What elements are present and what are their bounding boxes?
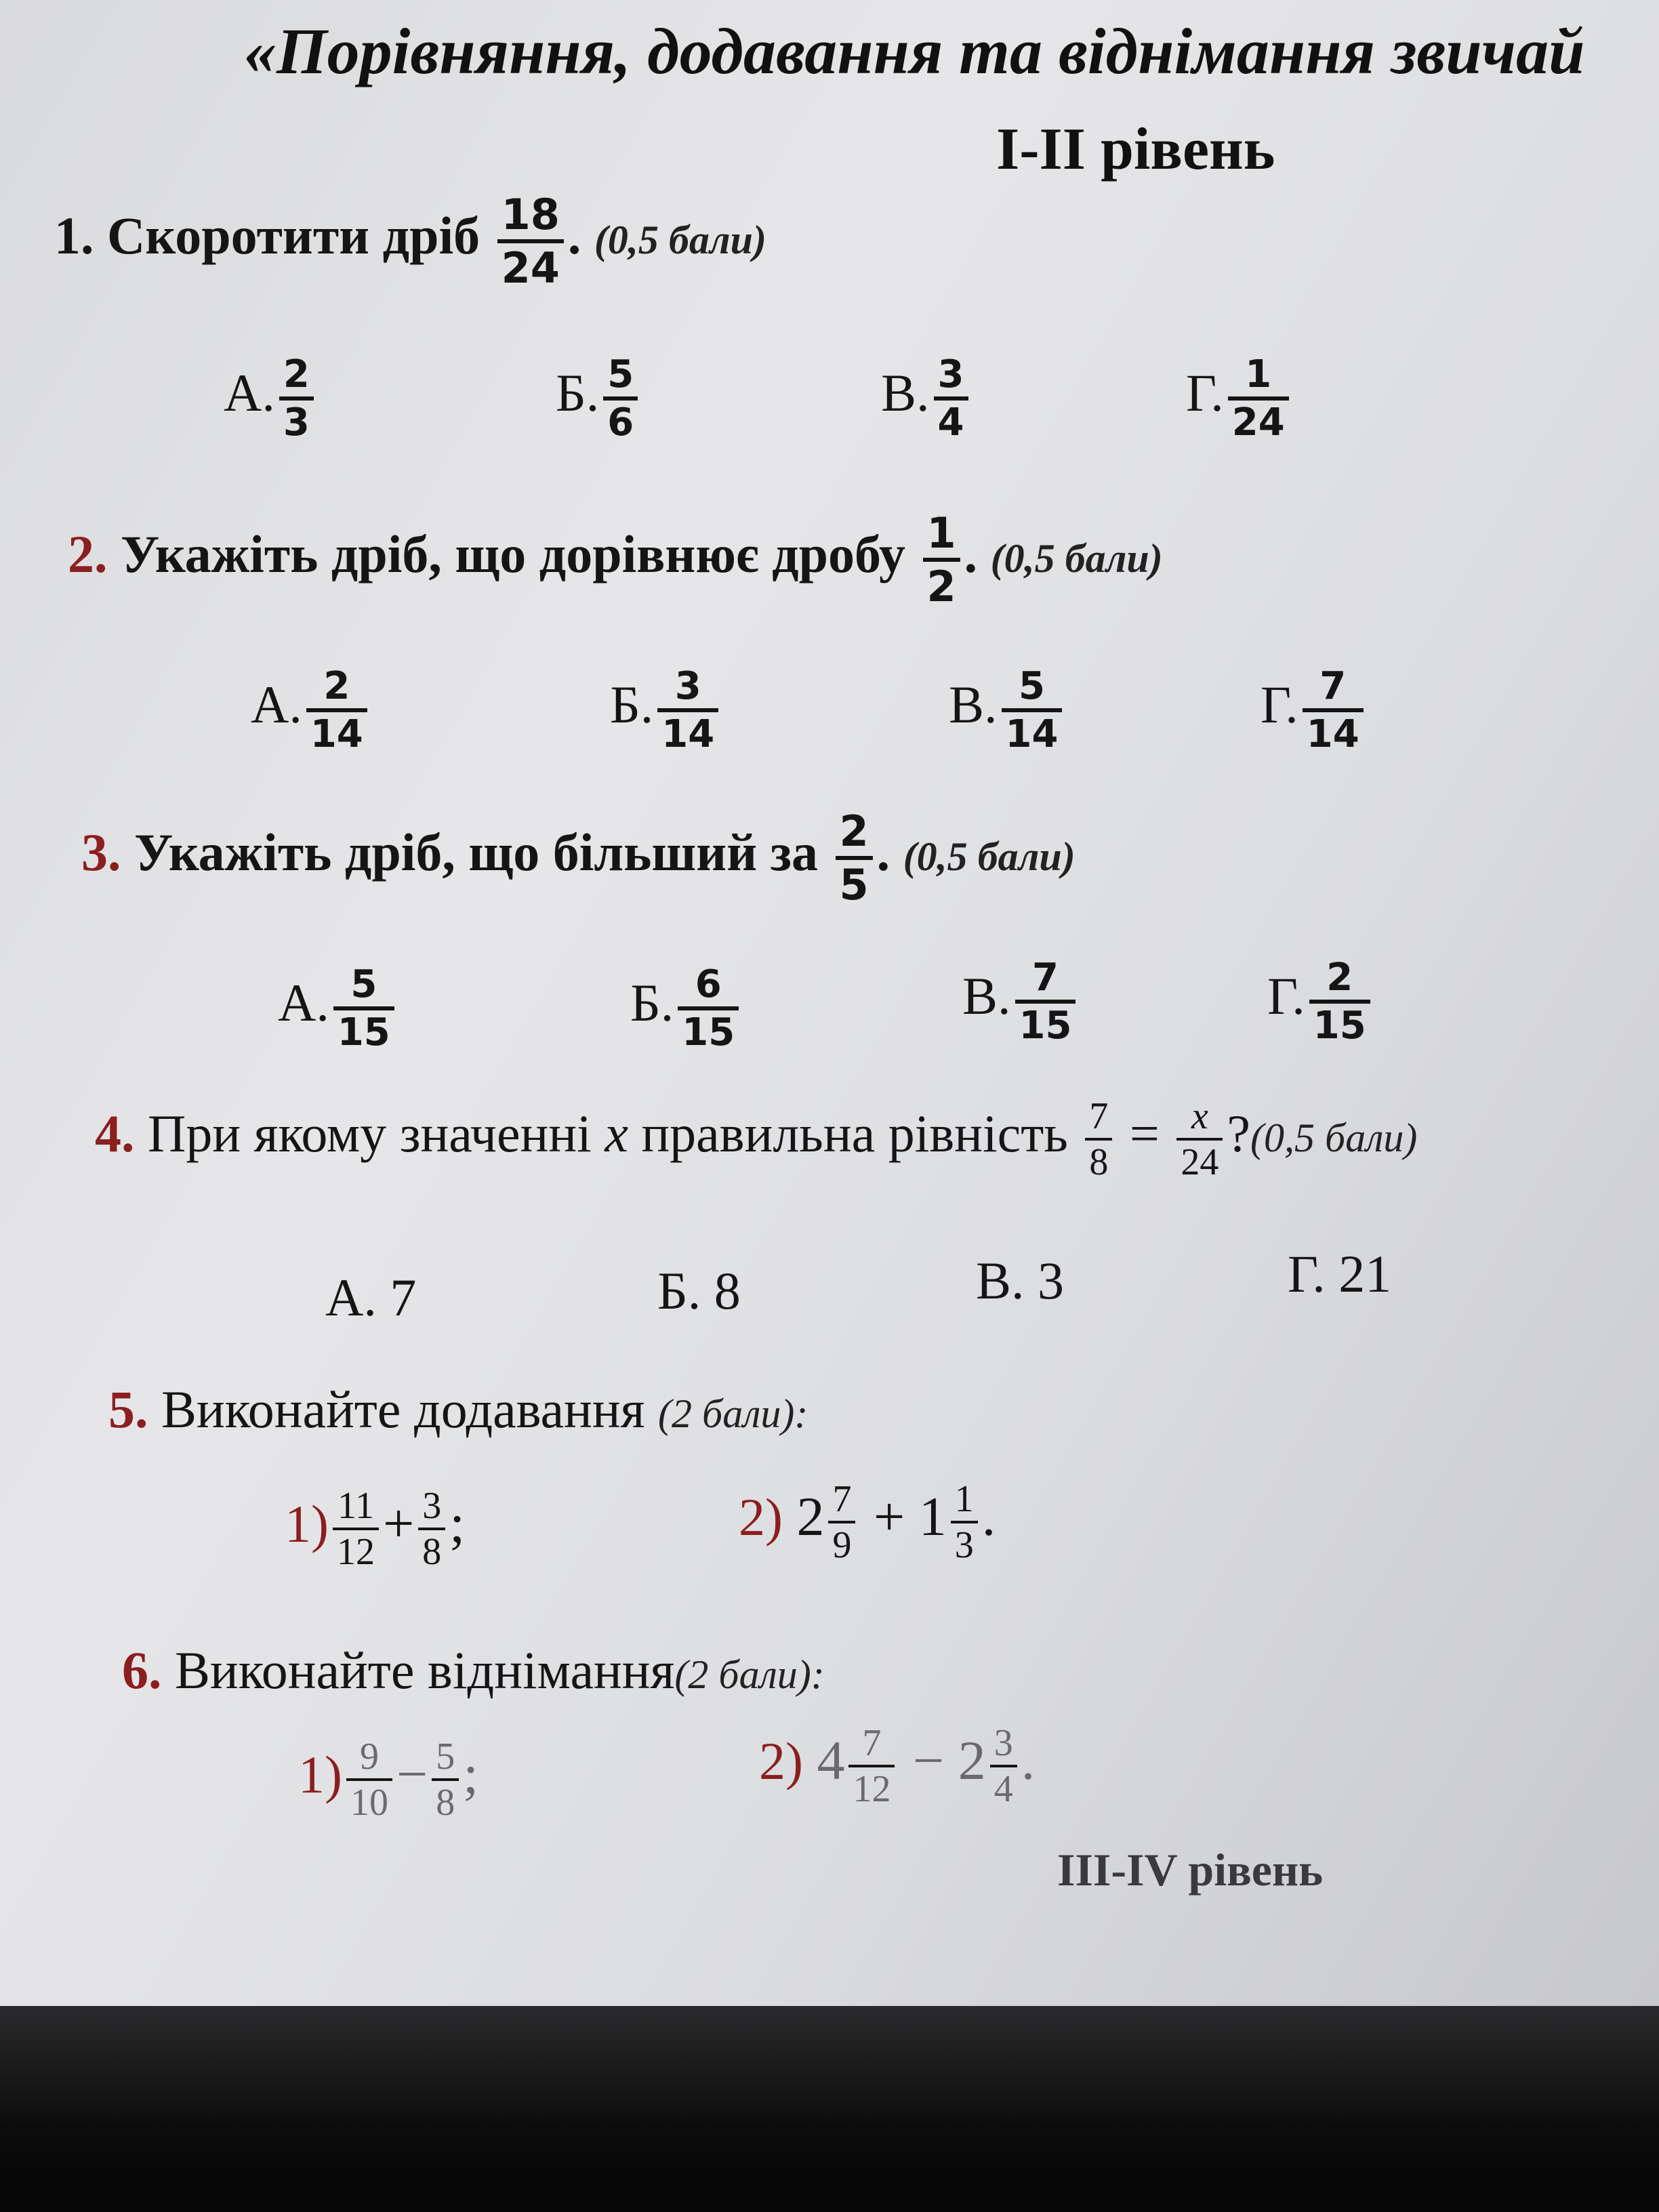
option-c: В. $\frac{5}{14}$ bbox=[949, 664, 1066, 756]
option-b: Б. $\frac{6}{15}$ bbox=[630, 962, 743, 1054]
points: (0,5 бали) bbox=[990, 535, 1163, 581]
option-b: Б. 8 bbox=[657, 1261, 741, 1320]
task-number: 2. bbox=[68, 524, 108, 583]
expression-5-2: 2) 2 $\frac{7}{9}$ + 1 $\frac{1}{3}$ . bbox=[739, 1478, 996, 1566]
level-heading-3-4: ІІІ-ІV рівень bbox=[1057, 1844, 1324, 1896]
points: (2 бали): bbox=[674, 1652, 825, 1697]
task-number: 1. bbox=[54, 205, 94, 265]
task-3: 3. Укажіть дріб, що більший за $\frac{2}{5}$ . (0,5 бали) bbox=[81, 806, 1076, 909]
option-c: В. $\frac{3}{4}$ bbox=[881, 352, 972, 445]
expression-5-1: 1) $\frac{11}{12}$ + $\frac{3}{8}$ ; bbox=[285, 1485, 466, 1573]
task-text-2: правильна рівність bbox=[641, 1103, 1068, 1163]
task-text: Укажіть дріб, що дорівнює дробу bbox=[121, 524, 906, 583]
variable: x bbox=[605, 1103, 628, 1163]
points: (0,5 бали) bbox=[1250, 1115, 1418, 1160]
option-c: В. 3 bbox=[976, 1251, 1065, 1310]
fraction: $\frac{7}{8}$ bbox=[1085, 1094, 1112, 1184]
task-4: 4. При якому значенні x правильна рівність $\frac{7}{8}$ = $\frac{x}{24}$ ?(0,5 бали) bbox=[95, 1095, 1418, 1183]
option-b: Б. $\frac{5}{6}$ bbox=[556, 352, 642, 445]
option-d: Г. $\frac{7}{14}$ bbox=[1261, 664, 1368, 756]
expression-6-1: 1) $\frac{9}{10}$ − $\frac{5}{8}$ ; bbox=[298, 1736, 479, 1824]
task-text: Виконайте додавання bbox=[161, 1380, 645, 1439]
points: (0,5 бали) bbox=[903, 834, 1076, 879]
option-a: А. $\frac{2}{14}$ bbox=[251, 664, 371, 756]
fraction: $\frac{x}{24}$ bbox=[1176, 1094, 1223, 1184]
task-text: При якому значенні bbox=[148, 1103, 592, 1163]
option-d: Г. $\frac{2}{15}$ bbox=[1267, 956, 1374, 1048]
task-number: 5. bbox=[108, 1380, 148, 1439]
fraction: $\frac{18}{24}$ bbox=[497, 190, 564, 293]
points: (0,5 бали) bbox=[594, 217, 766, 262]
task-6 bbox=[122, 1640, 825, 1701]
task-number: 3. bbox=[81, 822, 121, 882]
fraction: $\frac{1}{2}$ bbox=[923, 508, 960, 611]
task-1: 1. Скоротити дріб $\frac{18}{24}$ . (0,5 бали) bbox=[54, 190, 766, 293]
monitor-bezel bbox=[0, 2006, 1659, 2212]
task-2: 2. Укажіть дріб, що дорівнює дробу $\frac{1}{2}$ . (0,5 бали) bbox=[68, 508, 1163, 611]
option-d: Г. $\frac{1}{24}$ bbox=[1186, 352, 1293, 445]
expression-6-2: 2) 4 $\frac{7}{12}$ − 2 $\frac{3}{4}$ . bbox=[759, 1722, 1036, 1810]
fraction: $\frac{2}{5}$ bbox=[836, 806, 873, 909]
option-d: Г. 21 bbox=[1288, 1244, 1392, 1303]
option-a: А. $\frac{2}{3}$ bbox=[224, 352, 318, 445]
points: (2 бали): bbox=[658, 1391, 808, 1436]
option-a: А. $\frac{5}{15}$ bbox=[278, 962, 398, 1054]
page-title: «Порівняння, додавання та віднімання звичай bbox=[244, 15, 1585, 87]
task-number: 4. bbox=[95, 1103, 135, 1163]
task-text: Виконайте віднімання bbox=[175, 1641, 675, 1700]
option-a: А. 7 bbox=[325, 1268, 417, 1327]
task-number: 6. bbox=[122, 1641, 162, 1700]
task-5 bbox=[108, 1379, 808, 1440]
task-text: Укажіть дріб, що більший за bbox=[134, 822, 819, 882]
task-text: Скоротити дріб bbox=[107, 205, 480, 265]
option-c: В. $\frac{7}{15}$ bbox=[962, 956, 1080, 1048]
level-heading-1-2: І-ІІ рівень bbox=[996, 117, 1275, 182]
option-b: Б. $\frac{3}{14}$ bbox=[610, 664, 722, 756]
